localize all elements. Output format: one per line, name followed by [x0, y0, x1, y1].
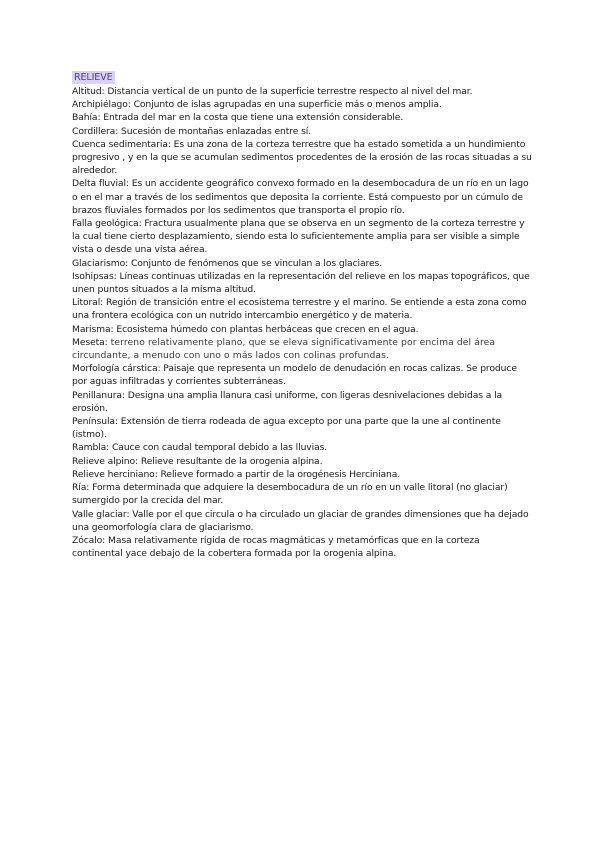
glossary-entry	[72, 362, 532, 388]
glossary-entry	[72, 98, 532, 111]
glossary-term: Zócalo:	[72, 534, 106, 546]
glossary-term: Altitud:	[72, 86, 105, 97]
glossary-entry	[72, 85, 532, 98]
glossary-entry	[72, 336, 532, 362]
glossary-entry	[72, 125, 532, 138]
glossary-definition: Región de transición entre el ecosistema terrestre y el marino. Se entiende a esta zona como una frontera ecológica con un nutrido intercambio energético y de materia.	[72, 297, 527, 322]
glossary-entry	[72, 534, 532, 560]
glossary-definition: Distancia vertical de un punto de la superficie terrestre respecto al nivel del mar.	[104, 86, 473, 97]
glossary-term: Rambla:	[72, 442, 110, 454]
glossary-entry	[72, 441, 532, 454]
glossary-term: Bahía:	[72, 112, 101, 124]
glossary-definition: Relieve resultante de la orogenia alpina.	[138, 455, 323, 467]
glossary-definition: Cauce con caudal temporal debido a las lluvias.	[109, 442, 328, 454]
glossary-definition: Designa una amplia llanura casi uniforme, con ligeras desnivelaciones debidas a la erosión.	[72, 389, 503, 414]
glossary-term: Delta fluvial:	[72, 178, 129, 190]
glossary-entry	[72, 270, 532, 296]
glossary-entry	[72, 217, 532, 257]
glossary-entry	[72, 296, 532, 322]
glossary-term: Valle glaciar:	[72, 508, 130, 520]
glossary-entry	[72, 323, 532, 336]
glossary-term: Penillanura:	[72, 389, 125, 401]
glossary-definition: Conjunto de islas agrupadas en una superficie más o menos amplia.	[130, 99, 442, 111]
glossary-definition: Conjunto de fenómenos que se vinculan a los glaciares.	[128, 257, 383, 269]
glossary-definition: Masa relativamente rígida de rocas magmáticas y metamórficas que en la corteza continental yace debajo de la cobertera formada por la orogenia alpina.	[72, 534, 480, 560]
glossary-term: Cordillera:	[72, 125, 119, 137]
glossary-term: Litoral:	[72, 297, 104, 309]
glossary-definition: Líneas continuas utilizadas en la representación del relieve en los mapas topográficos, que unen puntos situados a la misma altitud.	[72, 270, 530, 296]
glossary-entry	[72, 177, 532, 217]
glossary-term: Glaciarismo:	[72, 257, 129, 269]
glossary-entry	[72, 257, 532, 270]
glossary-entry	[72, 455, 532, 468]
section-heading: RELIEVE	[74, 72, 113, 83]
glossary-term: Meseta:	[72, 336, 108, 348]
glossary-definition: Paisaje que representa un modelo de denudación en rocas calizas. Se produce por aguas infiltradas y corrientes subterráneas.	[72, 363, 517, 388]
glossary-list	[72, 85, 532, 560]
glossary-entry	[72, 138, 532, 178]
glossary-term: Península:	[72, 416, 118, 428]
glossary-term: Relieve herciniano:	[72, 468, 158, 480]
glossary-term: Falla geológica:	[72, 218, 142, 230]
glossary-definition: Relieve formado a partir de la orogénesis Herciniana.	[157, 468, 401, 480]
glossary-entry	[72, 481, 532, 507]
document-page	[72, 71, 532, 560]
glossary-term: Cuenca sedimentaria:	[72, 138, 171, 150]
glossary-entry	[72, 468, 532, 481]
glossary-entry	[72, 415, 532, 441]
glossary-term: Archipiélago:	[72, 99, 131, 111]
glossary-term: Ría:	[72, 482, 90, 494]
glossary-entry	[72, 111, 532, 124]
glossary-term: Isohipsas:	[72, 270, 117, 282]
glossary-definition: Es una zona de la corteza terrestre que ha estado sometida a un hundimiento progresivo , y en la que se acumulan sedimentos procedentes de la erosión de las rocas situadas a su alrededor.	[72, 138, 532, 177]
glossary-definition: terreno relativamente plano, que se eleva significativamente por encima del área circundante, a menudo con uno o más lados con colinas profundas.	[72, 336, 496, 362]
glossary-term: Relieve alpino:	[72, 455, 138, 467]
glossary-definition: Forma determinada que adquiere la desembocadura de un río en un valle litoral (no glaciar) sumergido por la crecida del mar.	[72, 482, 508, 507]
glossary-entry	[72, 389, 532, 415]
glossary-term: Marisma:	[72, 323, 114, 335]
glossary-entry	[72, 508, 532, 534]
glossary-definition: Es un accidente geográfico convexo formado en la desembocadura de un río en un lago o en el mar a través de los sedimentos que deposita la corriente. Está compuesto por un cúmulo de brazos fluviales formados por los sedimentos que transporta el propio río.	[72, 178, 529, 216]
glossary-term: Morfología cárstica:	[72, 363, 161, 375]
glossary-definition: Ecosistema húmedo con plantas herbáceas que crecen en el agua.	[113, 323, 419, 335]
glossary-definition: Valle por el que circula o ha circulado un glaciar de grandes dimensiones que ha dejado una geomorfología clara de glaciarismo.	[72, 508, 529, 533]
glossary-definition: Fractura usualmente plana que se observa en un segmento de la corteza terrestre y la cual tiene cierto desplazamiento, siendo esta lo suficientemente amplia para ser visible a simple vista o desde una vista aérea.	[72, 218, 525, 256]
glossary-definition: Extensión de tierra rodeada de agua excepto por una parte que la une al continente (istmo).	[72, 416, 501, 441]
glossary-definition: Entrada del mar en la costa que tiene una extensión considerable.	[100, 112, 404, 124]
glossary-definition: Sucesión de montañas enlazadas entre sí.	[118, 125, 312, 137]
